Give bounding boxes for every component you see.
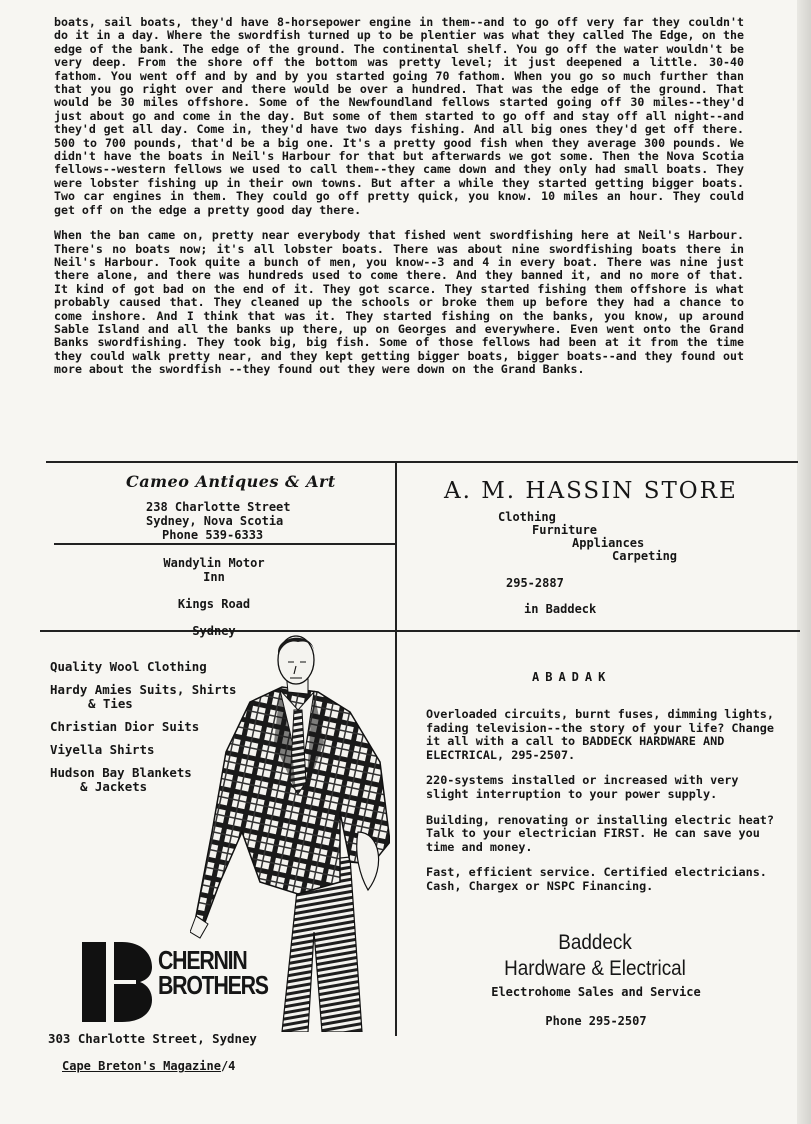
- chernin-item: Hudson Bay Blankets: [50, 765, 192, 780]
- baddeck-name-line1: Baddeck: [558, 931, 632, 954]
- chernin-item: & Ties: [88, 696, 133, 711]
- baddeck-subtitle: Electrohome Sales and Service: [491, 985, 701, 999]
- rule-center: [395, 462, 397, 1036]
- hassin-phone: 295-2887: [506, 576, 564, 590]
- chernin-item: Quality Wool Clothing: [50, 659, 207, 674]
- rule-cameo-bottom: [54, 543, 396, 545]
- chernin-item: Viyella Shirts: [50, 742, 155, 757]
- chernin-address: 303 Charlotte Street, Sydney: [48, 1031, 257, 1046]
- hassin-location: in Baddeck: [524, 602, 597, 616]
- abadak-paragraph: Fast, efficient service. Certified electricians. Cash, Chargex or NSPC Financing.: [426, 865, 767, 893]
- cameo-street: 238 Charlotte Street: [146, 500, 291, 514]
- page-edge: [797, 0, 811, 1124]
- motel-name: Wandylin Motor Inn: [163, 556, 265, 584]
- page-footer: [62, 1059, 235, 1073]
- article-paragraph-1: boats, sail boats, they'd have 8-horsepower engine in them--and to go off very far they couldn't do it in a day. Where the swordfish turned up to be plentier was what they called The Edge, on the edge of the bank. The edge of the ground. The continental shelf. You go off the water wouldn't be very deep. From the shore off the bottom was pretty level; it just deepened a little. 30-40 fathom. You went off and by and by you started going 70 fathom. When you go so much further than that you go right over and there would be over a hundred. That was the edge of the ground. That would be 30 miles offshore. Some of the Newfoundland fellows started going off 30 miles--they'd just about go and come in the day. But some of them started to go off and stay off all night--and they'd get all day. Come in, they'd have two days fishing. And all big ones they'd get off there. 500 to 700 pounds, that'd be a big one. It's a pretty good fish when they average 300 pounds. We didn't have the boats in Neil's Harbour for that but afterwards we got some. Then the Nova Scotia fellows--western fellows we used to call them--they came down and they only had small boats. They were lobster fishing up in their own towns. But after a while they started getting bigger boats. Two car engines in them. They could go off pretty quick, you know. 10 miles an hour. They could get off on the edge a pretty good day there.: [54, 15, 744, 217]
- motel-road: Kings Road: [177, 597, 251, 611]
- abadak-paragraph: Overloaded circuits, burnt fuses, dimming lights, fading television--the story of your life? Change it all with a call to BADDECK HARDWARE AND ELECTRICAL, 295-2507.: [426, 707, 775, 762]
- chernin-item: Christian Dior Suits: [50, 719, 200, 734]
- article: [54, 16, 744, 389]
- hassin-items: [498, 510, 677, 562]
- abadak-paragraph: Building, renovating or installing electric heat? Talk to your electrician FIRST. He can save you time and money.: [426, 812, 775, 854]
- abadak-body: [426, 708, 782, 906]
- hassin-name: A. M. HASSIN STORE: [444, 478, 738, 504]
- baddeck-name-line2: Hardware & Electrical: [504, 957, 686, 980]
- chernin-brothers-logo-text: [158, 945, 268, 1000]
- chernin-logo-line1: CHERNIN: [158, 945, 247, 975]
- magazine-name: Cape Breton's Magazine: [62, 1059, 221, 1073]
- baddeck-phone: Phone 295-2507: [545, 1014, 647, 1028]
- cameo-address: [146, 500, 291, 542]
- chernin-item: Hardy Amies Suits, Shirts: [50, 682, 237, 697]
- chernin-logo-line2: BROTHERS: [158, 970, 268, 1000]
- abadak-paragraph: 220-systems installed or increased with very slight interruption to your power supply.: [426, 773, 739, 801]
- cameo-name: Cameo Antiques & Art: [126, 472, 336, 491]
- chernin-item: & Jackets: [80, 779, 148, 794]
- rule-top: [46, 461, 798, 463]
- hassin-item: Appliances: [572, 536, 645, 550]
- cameo-phone: Phone 539-6333: [162, 528, 264, 542]
- baddeck-name: [483, 930, 708, 982]
- page-number: /4: [220, 1059, 236, 1073]
- abadak-title: ABADAK: [532, 670, 612, 684]
- hassin-item: Clothing: [498, 510, 556, 524]
- hassin-item: Furniture: [532, 523, 598, 537]
- article-paragraph-2: When the ban came on, pretty near everybody that fished went swordfishing here at Neil's Harbour. There's no boats now; it's all lobster boats. There was about nine swordfishing boats there in Neil's Harbour. Took quite a bunch of men, you know--3 and 4 in every boat. There was nine just there alone, and there was hundreds used to come there. And they banned it, and no more of that. It kind of got bad on the end of it. They got scarce. They started fishing them offshore is what probably caused that. They cleaned up the schools or broke them up before they had a chance to come inshore. And I think that was it. They started fishing on the banks, you know, up around Sable Island and all the banks up there, up on Georges and everywhere. Even went onto the Grand Banks swordfishing. They took big, big fish. Some of those fellows had been at it from the time they could walk pretty near, and they kept getting bigger boats, bigger boats--and they found out more about the swordfish --they found out they were down on the Grand Banks.: [54, 228, 744, 377]
- motel-city: Sydney: [192, 624, 236, 638]
- hassin-item: Carpeting: [612, 549, 678, 563]
- cameo-city: Sydney, Nova Scotia: [146, 514, 284, 528]
- chernin-brothers-logo-icon: [78, 942, 152, 1022]
